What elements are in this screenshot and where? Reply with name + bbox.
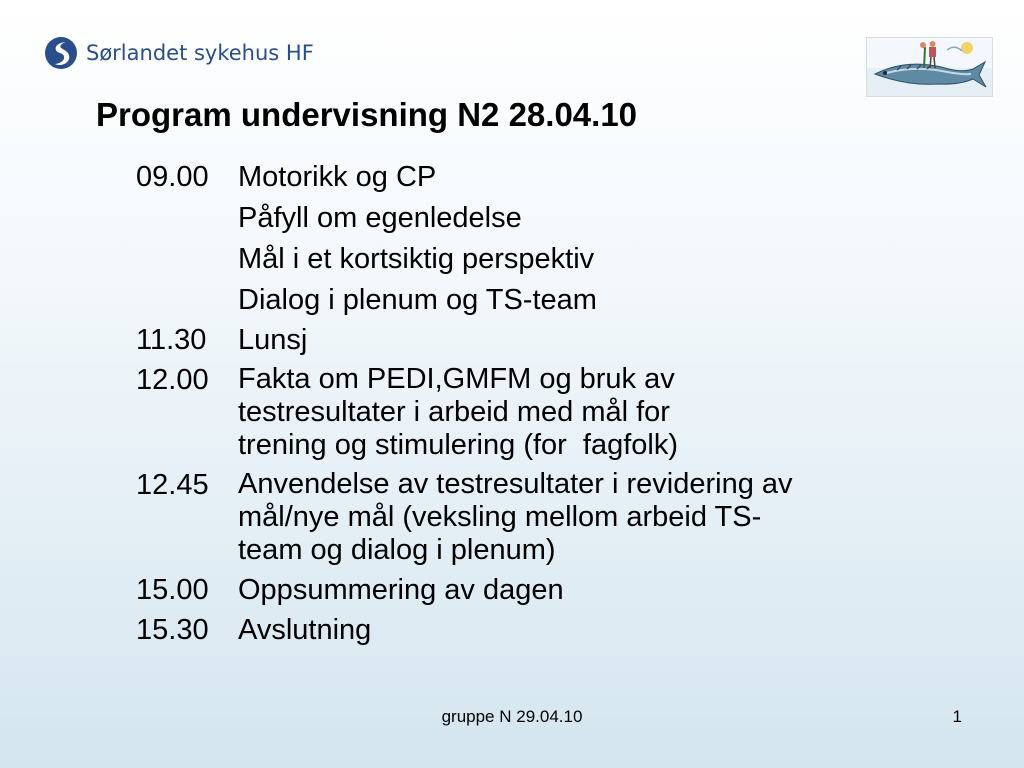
page-number: 1 — [952, 707, 962, 726]
program-text: trening og stimulering (for fagfolk) — [238, 429, 679, 461]
sorlandet-sykehus-logo-icon — [44, 36, 78, 70]
program-time: 12.45 — [136, 469, 209, 501]
program-text: Påfyll om egenledelse — [238, 202, 522, 234]
program-time: 12.00 — [136, 364, 209, 396]
logo-text: Sørlandet sykehus HF — [86, 41, 314, 65]
program-text: Oppsummering av dagen — [238, 574, 564, 606]
program-item — [136, 573, 936, 607]
program-text: Fakta om PEDI,GMFM og bruk av — [238, 363, 675, 395]
fish-drawing-image — [866, 37, 993, 97]
program-item — [136, 160, 936, 317]
program-text: testresultater i arbeid med mål for — [238, 396, 670, 428]
program-text: Lunsj — [238, 324, 308, 356]
program-item — [136, 468, 936, 567]
program-text: Motorikk og CP — [238, 161, 437, 193]
program-time: 15.30 — [136, 614, 209, 646]
program-item — [136, 363, 936, 462]
program-text: team og dialog i plenum) — [238, 534, 556, 566]
program-item — [136, 323, 936, 357]
program-time: 09.00 — [136, 161, 209, 193]
footer-text: gruppe N 29.04.10 — [441, 707, 583, 726]
program-time: 15.00 — [136, 574, 209, 606]
program-text: Mål i et kortsiktig perspektiv — [238, 243, 595, 275]
program-text: Dialog i plenum og TS-team — [238, 284, 597, 316]
slide-title: Program undervisning N2 28.04.10 — [96, 96, 638, 133]
hospital-logo — [44, 34, 314, 72]
program-item — [136, 613, 936, 647]
program-time: 11.30 — [136, 324, 207, 356]
program-list — [136, 160, 936, 653]
program-text: mål/nye mål (veksling mellom arbeid TS- — [238, 501, 762, 533]
program-text: Anvendelse av testresultater i revidering av — [238, 468, 793, 500]
program-text: Avslutning — [238, 614, 372, 646]
fish-children-drawing-icon — [867, 38, 992, 96]
